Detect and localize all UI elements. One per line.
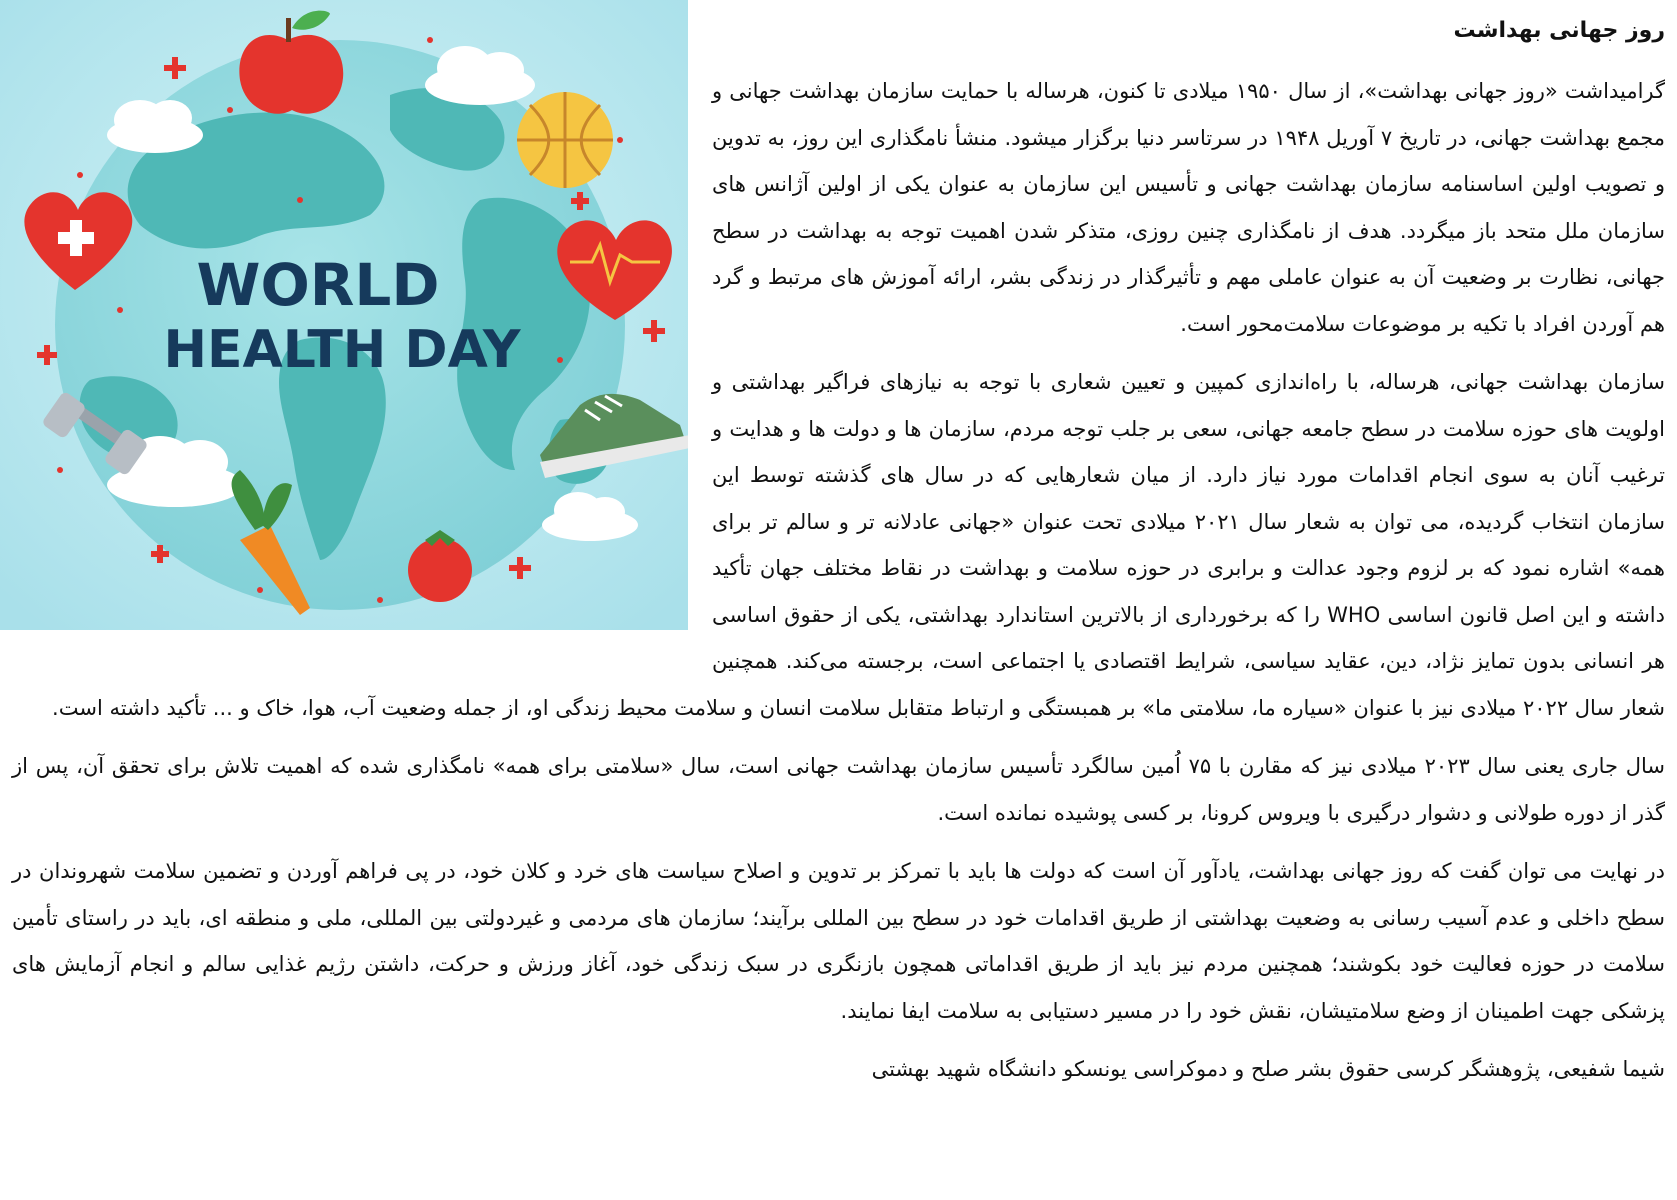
- article-paragraph-3: سال جاری یعنی سال ۲۰۲۳ میلادی نیز که مقارن با ۷۵ اُمین سالگرد تأسیس سازمان بهداشت جهانی است، سال «سلامتی برای همه» نامگذاری شده که اهمیت تلاش برای تحقق آن، پس از گذر از دوره طولانی و دشوار درگیری با ویروس کرونا، بر کسی پوشیده نمانده است.: [12, 754, 1665, 825]
- world-health-day-illustration: [0, 0, 688, 630]
- article-paragraph-1: گرامیداشت «روز جهانی بهداشت»، از سال ۱۹۵۰ میلادی تا کنون، هرساله با حمایت سازمان بهداشت جهانی و مجمع بهداشت جهانی، در تاریخ ۷ آوریل ۱۹۴۸ در سرتاسر دنیا برگزار میشود. منشأ نامگذاری این روز، به تدوین و تصویب اولین اساسنامه سازمان بهداشت جهانی و تأسیس این سازمان به عنوان یکی از اولین آژانس های سازمان ملل متحد باز میگردد. هدف از نامگذاری چنین روزی، متذکر شدن اهمیت توجه به بهداشت در سطح جهانی، نظارت بر وضعیت آن به عنوان عاملی مهم و تأثیرگذار در زندگی بشر، ارائه آموزش های مرتبط و گرد هم آوردن افراد با تکیه بر موضوعات سلامت‌محور است.: [712, 79, 1666, 336]
- illustration-title-line1: WORLD: [196, 251, 440, 319]
- article-paragraph-4: در نهایت می توان گفت که روز جهانی بهداشت، یادآور آن است که دولت ها باید با تمرکز بر تدوین و اصلاح سیاست های خرد و کلان خود، در پی فراهم آوردن و تضمین سلامت شهروندان در سطح داخلی و عدم آسیب رسانی به وضعیت بهداشتی از طریق اقدامات خود در سطح بین المللی برآیند؛ سازمان های مردمی و غیردولتی بین المللی، ملی و منطقه ای، باید در راستای تأمین سلامت در حوزه فعالیت خود بکوشند؛ همچنین مردم نیز باید از طریق اقداماتی همچون بازنگری در سبک زندگی خود، آغاز ورزش و حرکت، داشتن رژیم غذایی سالم و انجام آزمایش های پزشکی جهت اطمینان از وضع سلامتیشان، نقش خود را در مسیر دستیابی به سلامت ایفا نمایند.: [12, 859, 1665, 1023]
- article-paragraph-2: سازمان بهداشت جهانی، هرساله، با راه‌اندازی کمپین و تعیین شعاری با توجه به نیازهای فراگیر بهداشتی و اولویت های حوزه سلامت در سطح جامعه جهانی، سعی بر جلب توجه مردم، سازمان ها و دولت ها و هدایت و ترغیب آنان به سوی انجام اقدامات مورد نیاز دارد. از میان شعارهایی که در سال های گذشته توسط این سازمان انتخاب گردیده، می توان به شعار سال ۲۰۲۱ میلادی تحت عنوان «جهانی عادلانه تر و سالم تر برای همه» اشاره نمود که بر لزوم وجود عدالت و برابری در حوزه سلامت و بهداشت در نقاط مختلف جهان تأکید داشته و این اصل قانون اساسی WHO را که برخورداری از بالاترین استاندارد بهداشتی، یکی از حقوق اساسی هر انسانی بدون تمایز نژاد، دین، عقاید سیاسی، شرایط اقتصادی یا اجتماعی است، برجسته می‌کند. همچنین شعار سال ۲۰۲۲ میلادی نیز با عنوان «سیاره ما، سلامتی ما» بر همبستگی و ارتباط متقابل سلامت انسان و سلامت محیط زندگی او، از جمله وضعیت آب، هوا، خاک و ... تأکید داشته است.: [52, 370, 1665, 720]
- article-title: روز جهانی بهداشت: [1453, 18, 1665, 43]
- basketball-icon: [517, 92, 613, 188]
- illustration-title-line2: HEALTH DAY: [163, 320, 521, 380]
- article-signature: شیما شفیعی، پژوهشگر کرسی حقوق بشر صلح و دموکراسی یونسکو دانشگاه شهید بهشتی: [871, 1057, 1665, 1081]
